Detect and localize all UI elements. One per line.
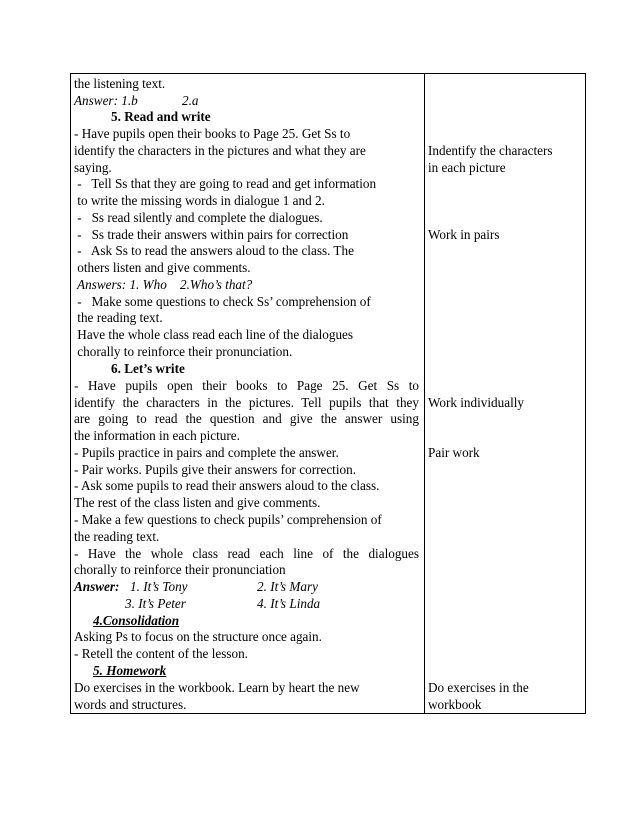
text-line: to write the missing words in dialogue 1 and 2. <box>74 193 325 208</box>
answer-line <box>74 93 199 110</box>
text-line: - Make some questions to check Ss’ comprehension of <box>74 294 371 309</box>
answer-label: Answer: 1.b <box>74 93 138 108</box>
activity-note: Do exercises in the <box>428 680 529 695</box>
text-line: Do exercises in the workbook. Learn by heart the new <box>74 680 360 695</box>
activity-note: Work individually <box>428 395 525 410</box>
activity-note: Work in pairs <box>428 227 500 242</box>
text-line: - Ask some pupils to read their answers aloud to the class. <box>74 478 380 493</box>
text-line: - Pair works. Pupils give their answers for correction. <box>74 462 356 477</box>
section-heading-consolidation: 4.Consolidation <box>93 613 180 628</box>
section-heading-homework: 5. Homework <box>93 663 167 678</box>
text-line: others listen and give comments. <box>74 260 251 275</box>
section-heading-read-and-write: 5. Read and write <box>111 109 211 124</box>
text-line: words and structures. <box>74 697 187 712</box>
text-line: Asking Ps to focus on the structure once again. <box>74 629 322 644</box>
text-line: the reading text. <box>74 310 163 325</box>
text-line: are going to read the question and give the answer using <box>74 411 419 426</box>
text-line: - Pupils practice in pairs and complete the answer. <box>74 445 339 460</box>
text-line: - Retell the content of the lesson. <box>74 646 248 661</box>
text-line: - Tell Ss that they are going to read and get information <box>74 176 377 191</box>
answer-item: 1. It’s Tony <box>130 579 188 594</box>
text-line: - Make a few questions to check pupils’ comprehension of <box>74 512 382 527</box>
activity-note: Pair work <box>428 445 480 460</box>
section-heading-lets-write: 6. Let’s write <box>111 361 185 376</box>
answer-b: 2.a <box>182 93 199 108</box>
text-line: Have the whole class read each line of the dialogues <box>74 327 354 342</box>
text-line: identify the characters in the pictures and what they are <box>74 143 366 158</box>
answer-row-1 <box>74 579 318 596</box>
text-line: - Have pupils open their books to Page 25. Get Ss to <box>74 378 419 393</box>
text-line: - Ss trade their answers within pairs for correction <box>74 227 349 242</box>
answer-label: Answer: <box>74 579 120 594</box>
answer-item: 2. It’s Mary <box>257 579 318 594</box>
text-line: the listening text. <box>74 76 166 91</box>
text-line: - Ss read silently and complete the dialogues. <box>74 210 323 225</box>
text-line: - Have the whole class read each line of the dialogues <box>74 546 419 561</box>
column-divider <box>424 73 425 714</box>
answer-item: 3. It’s Peter <box>125 596 186 611</box>
text-line: The rest of the class listen and give comments. <box>74 495 321 510</box>
answers-line: Answers: 1. Who 2.Who’s that? <box>74 277 253 292</box>
text-line: chorally to reinforce their pronunciation. <box>74 344 293 359</box>
text-line: saying. <box>74 160 112 175</box>
text-line: - Ask Ss to read the answers aloud to the class. The <box>74 243 354 258</box>
activity-note: in each picture <box>428 160 506 175</box>
activity-note: Indentify the characters <box>428 143 553 158</box>
text-line: the reading text. <box>74 529 160 544</box>
answer-item: 4. It’s Linda <box>257 596 321 611</box>
text-line: chorally to reinforce their pronunciation <box>74 562 286 577</box>
text-line: identify the characters in the pictures. Tell pupils that they <box>74 395 419 410</box>
activity-note: workbook <box>428 697 482 712</box>
text-line: - Have pupils open their books to Page 25. Get Ss to <box>74 126 351 141</box>
text-line: the information in each picture. <box>74 428 240 443</box>
